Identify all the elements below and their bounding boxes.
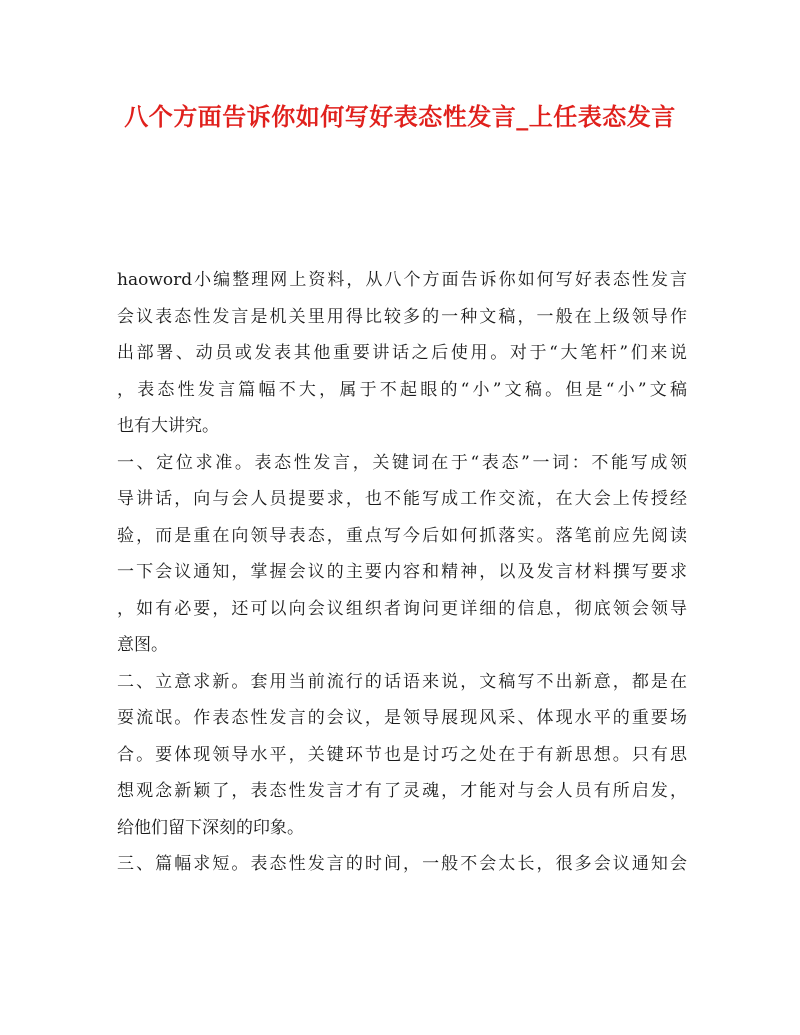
body-line: 耍流氓。作表态性发言的会议，是领导展现风采、体现水平的重要场 [117, 708, 687, 728]
body-line: 导讲话，向与会人员提要求，也不能写成工作交流，在大会上传授经 [117, 489, 687, 509]
body-line: 合。要体现领导水平，关键环节也是讨巧之处在于有新思想。只有思 [117, 744, 687, 765]
body-line: haoword小编整理网上资料，从八个方面告诉你如何写好表态性发言 [117, 270, 687, 290]
document-body [117, 262, 687, 883]
body-line: 一、定位求准。表态性发言，关键词在于“表态”一词：不能写成领 [117, 452, 687, 473]
body-line: 一下会议通知，掌握会议的主要内容和精神，以及发言材料撰写要求 [117, 562, 687, 582]
body-line: 会议表态性发言是机关里用得比较多的一种文稿，一般在上级领导作 [117, 306, 687, 327]
body-line: ，表态性发言篇幅不大，属于不起眼的“小”文稿。但是“小”文稿 [117, 379, 687, 400]
body-line: 二、立意求新。套用当前流行的话语来说，文稿写不出新意，都是在 [117, 671, 687, 692]
body-line: 三、篇幅求短。表态性发言的时间，一般不会太长，很多会议通知会 [117, 854, 687, 874]
body-line: 给他们留下深刻的印象。 [117, 817, 304, 838]
document-title: 八个方面告诉你如何写好表态性发言_上任表态发言 [124, 102, 676, 131]
body-line: ，如有必要，还可以向会议组织者询问更详细的信息，彻底领会领导 [117, 598, 687, 619]
body-line: 验，而是重在向领导表态，重点写今后如何抓落实。落笔前应先阅读 [117, 525, 687, 546]
body-line: 意图。 [117, 635, 168, 655]
body-line: 想观念新颖了，表态性发言才有了灵魂，才能对与会人员有所启发， [117, 781, 687, 801]
body-line: 出部署、动员或发表其他重要讲话之后使用。对于“大笔杆”们来说 [117, 343, 687, 363]
body-line: 也有大讲究。 [117, 416, 219, 436]
